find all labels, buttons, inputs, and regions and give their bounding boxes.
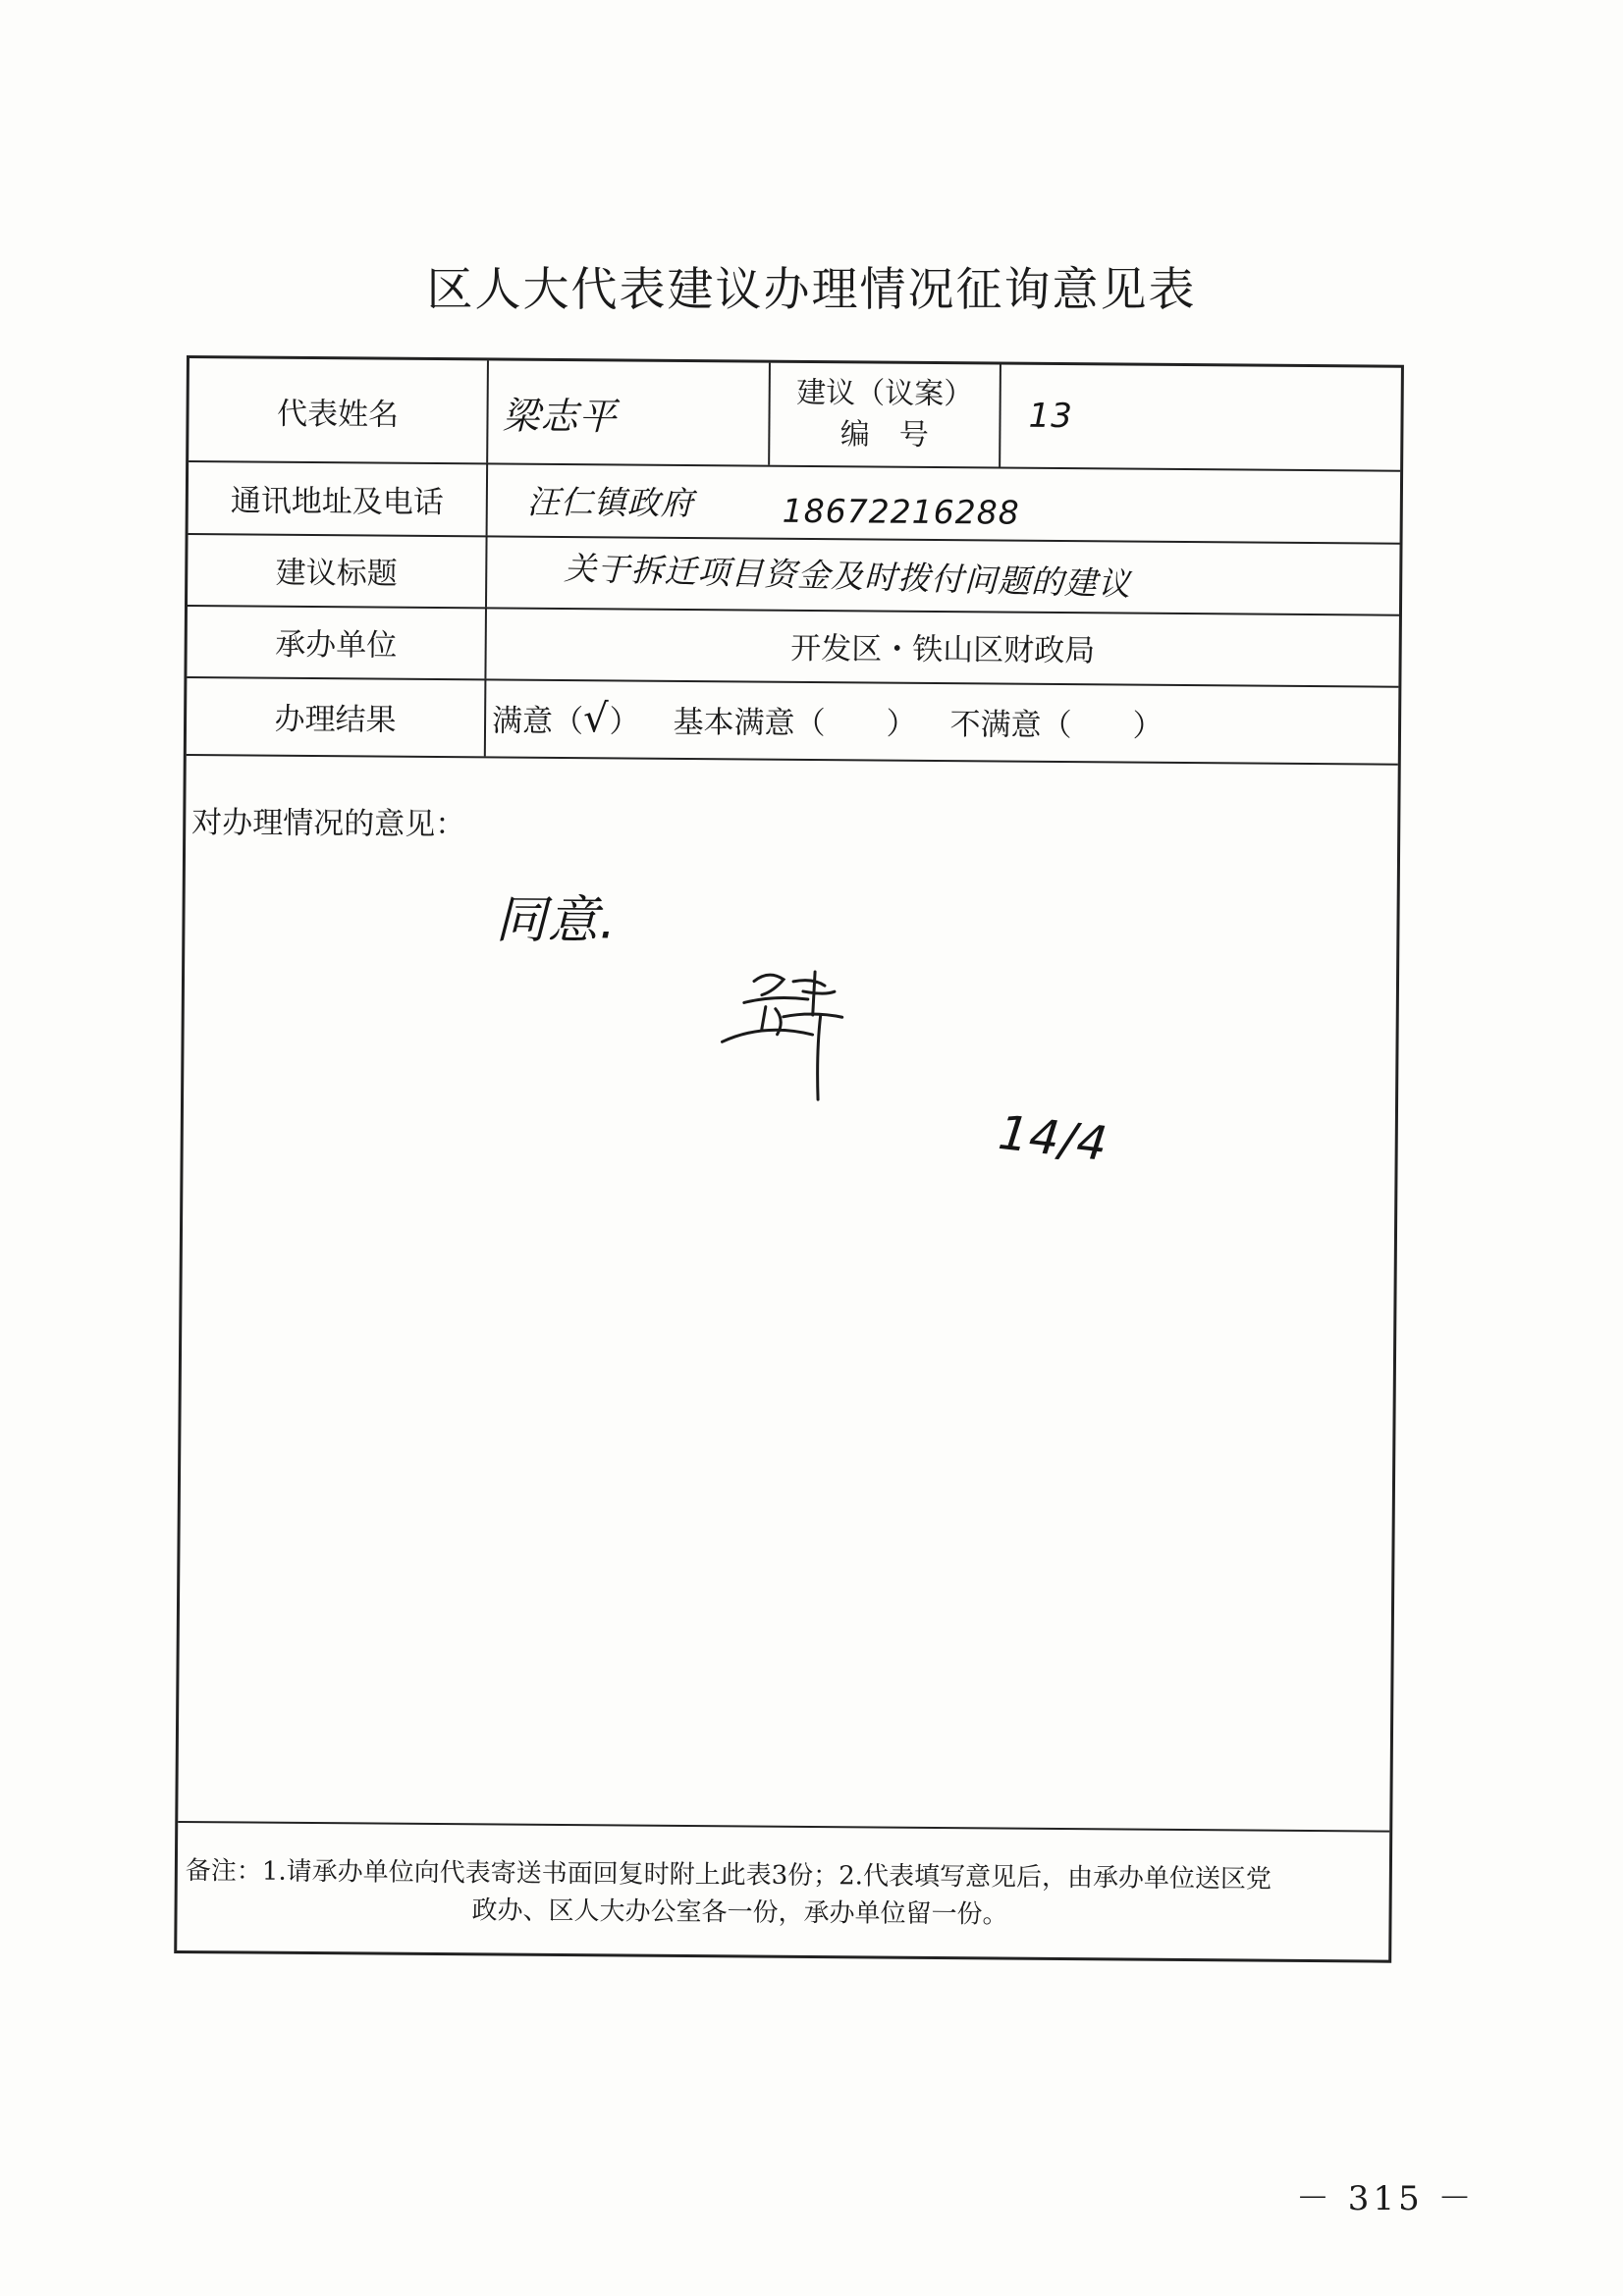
phone-value: 18672216288 [782,491,1020,532]
name-label: 代表姓名 [189,358,489,462]
number-label [768,363,1001,467]
unit-value-cell [486,607,1399,685]
opinion-form [174,355,1404,1963]
opinion-handwriting: 同意. [495,890,618,951]
signature [714,951,862,1109]
contact-value-cell [488,462,1401,542]
opinion-label: 对办理情况的意见： [191,805,466,843]
subject-label: 建议标题 [188,533,488,607]
number-value-cell [999,365,1401,470]
contact-row [189,460,1401,545]
page-title: 区人大代表建议办理情况征询意见表 [426,263,1197,317]
page-number: － 315 － [1296,2179,1476,2218]
name-value-cell [488,360,781,464]
option-satisfied[interactable]: 满意（√） [491,695,640,741]
result-options [486,678,1399,763]
result-row [187,676,1399,766]
unit-label: 承办单位 [187,605,487,678]
name-row [189,358,1401,472]
subject-row [188,533,1400,616]
check-icon: √ [582,695,610,741]
option-basic-satisfied[interactable]: 基本满意（ ） [673,704,917,742]
note-line-1: 备注：1.请承办单位向代表寄送书面回复时附上此表3份；2.代表填写意见后，由承办单位送区党 [185,1856,1272,1895]
signature-date: 14/4 [995,1104,1111,1173]
number-label-line1: 建议（议案） [796,375,974,412]
unit-value: 开发区・铁山区财政局 [790,630,1096,669]
unit-row [187,605,1399,688]
note-line-2: 政办、区人大办公室各一份，承办单位留一份。 [471,1896,1008,1930]
contact-label: 通讯地址及电话 [189,460,489,535]
name-value: 梁志平 [502,394,618,438]
subject-value-cell [487,535,1400,614]
note-area [177,1821,1389,1960]
subject-value: 关于拆迁项目资金及时拨付问题的建议 [563,548,1132,604]
result-label: 办理结果 [187,676,487,756]
option-unsatisfied[interactable]: 不满意（ ） [949,707,1163,744]
number-label-line2: 编 号 [839,417,930,453]
number-value: 13 [1028,396,1073,437]
address-value: 汪仁镇政府 [526,482,694,522]
